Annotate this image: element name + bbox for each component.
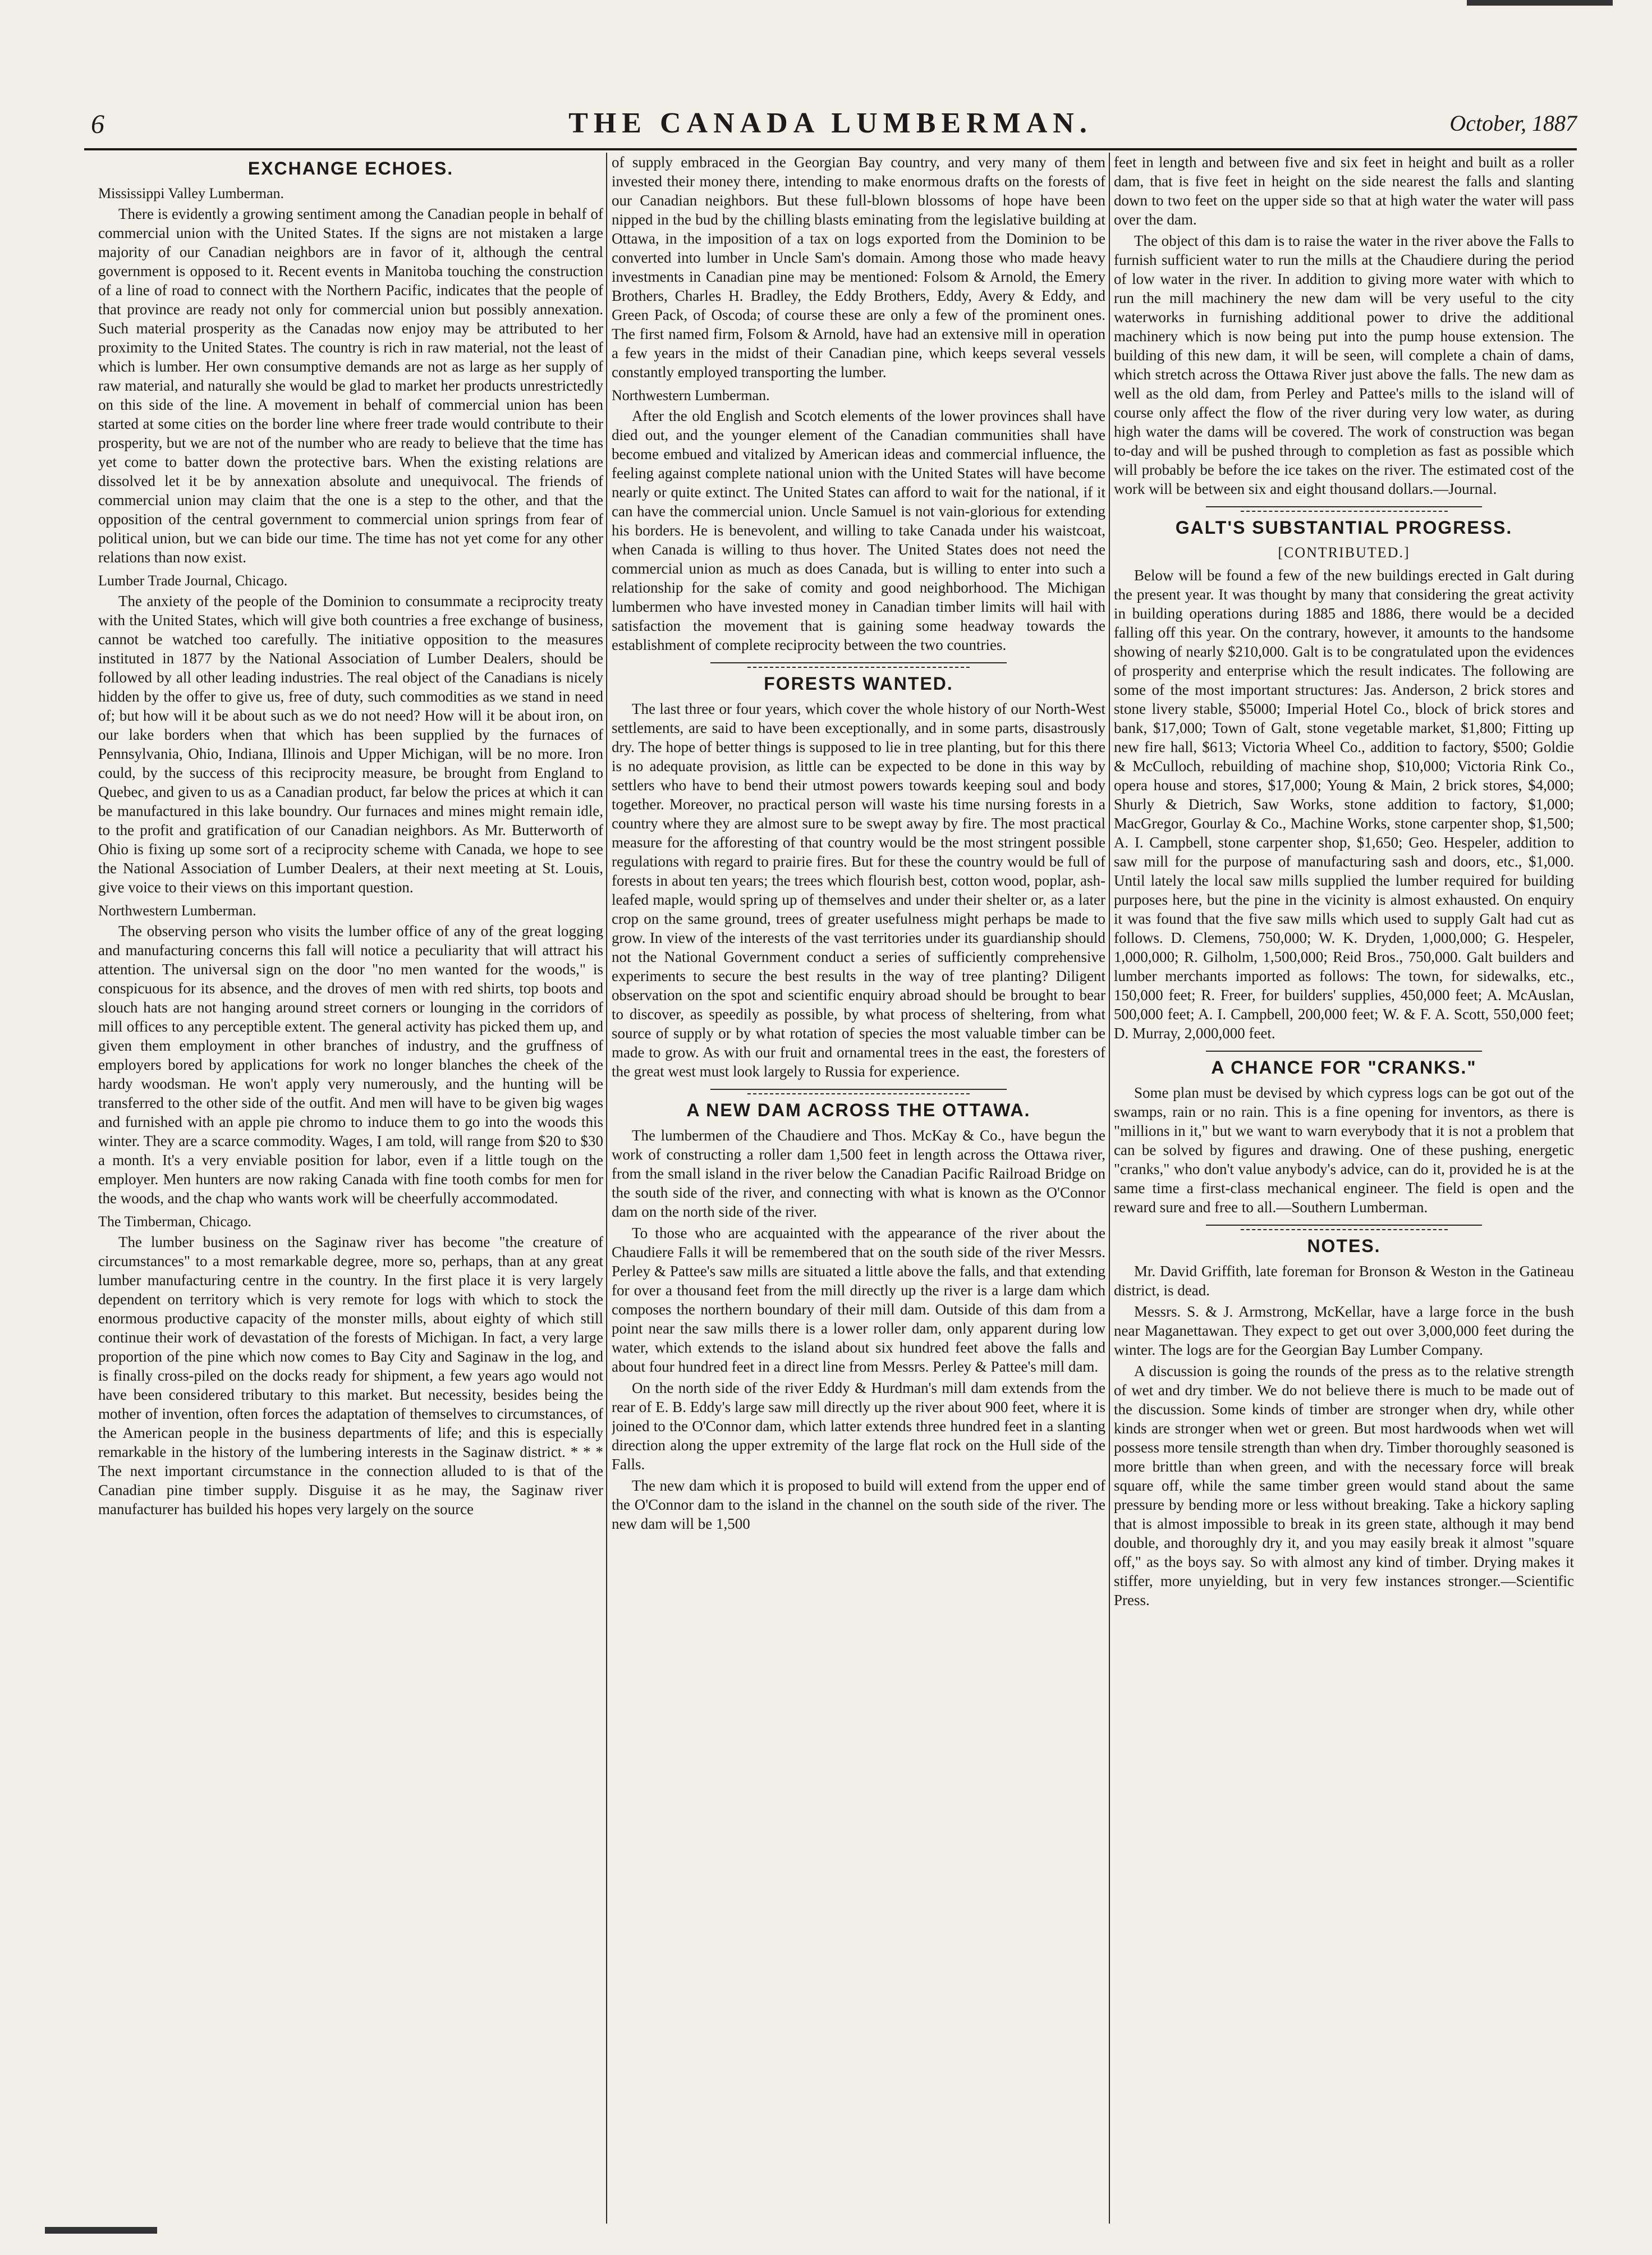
paragraph: After the old English and Scotch elements of the lower provinces shall have died out, and the younger element of the Canadian communities shall have become embued and vitalized by American ideas and commercial influence, the feeling against complete national union with the United States will have become nearly or quite extinct. The United States can afford to wait for the national, if it can have the commercial union. Uncle Samuel is not vain-glorious for extending his borders. He is benevolent, and willing to take Canada under his waistcoat, when Canada is willing to thus hover. The United States does not need the commercial union as much as does Canada, but is willing to enter into such a relationship for the sake of comity and good neighborhood. The Michigan lumbermen who have invested money in Canadian timber limits will hail with satisfaction the movement that is gaining some headway towards the establishment of complete reciprocity between the two countries. bbox=[612, 407, 1105, 653]
paragraph: The lumber business on the Saginaw river has become "the creature of circumstances" to a most remarkable degree, more so, perhaps, than at any great lumber manufacturing centre in the country. In the first place it is very largely dependent on territory which is very remote for logs with which to stock the enormous productive capacity of the monster mills, about eighty of which still continue their work of devastation of the forests of Michigan. In fact, a very large proportion of the pine which now comes to Bay City and Saginaw in the log, and is finally cross-piled on the docks ready for shipment, a few years ago would not have been considered tributary to this market. But necessity, besides being the mother of invention, often forces the adaptation of themselves to circumstances, of the American people in the business departments of life; and this is especially remarkable in the history of the lumbering interests in the Saginaw district. * * * The next important circumstance in the connection alluded to is that of the Canadian pine timber supply. Disguise it as he may, the Saginaw river manufacturer has builded his hopes very largely on the source bbox=[98, 1234, 603, 1518]
article-heading: EXCHANGE ECHOES. bbox=[247, 158, 454, 178]
source-label: Northwestern Lumberman. bbox=[98, 902, 256, 919]
column-1 bbox=[98, 153, 603, 2224]
article-heading: FORESTS WANTED. bbox=[764, 673, 953, 694]
source-label: Northwestern Lumberman. bbox=[612, 387, 770, 404]
paragraph: The observing person who visits the lumber office of any of the great logging and manufacturing concerns this fall will notice a peculiarity that will attract his attention. The universal sign on the door "no men wanted for the woods," is conspicuous for its absence, and the droves of men with red shirts, top boots and slouch hats are not hanging around street corners or lounging in the corridors of mill offices to any perceptible extent. The general activity has picked them up, and given them employment in other branches of industry, and the gruffness of employers bored by applications for work no longer blanches the cheek of the hardy woodsman. He won't apply very numerously, and the hunting will be transferred to the other side of the outfit. And men will have to be given big wages and furnished with an apple pie chromo to induce them to go into the woods this winter. They are a scarce commodity. Wages, I am told, will range from $20 to $30 a month. It's a very enviable position for labor, even if a little tough on the employer. Men hunters are now raking Canada with fine tooth combs for men for the woods, and the chap who wants work will be cheerfully accommodated. bbox=[98, 923, 603, 1207]
paragraph: Mr. David Griffith, late foreman for Bronson & Weston in the Gatineau district, is dead. bbox=[1114, 1263, 1574, 1299]
header-rule bbox=[84, 148, 1577, 150]
section-rule bbox=[1206, 1225, 1482, 1226]
section-rule bbox=[747, 1093, 970, 1094]
section-rule bbox=[747, 667, 970, 668]
section-rule bbox=[1206, 506, 1482, 507]
section-rule bbox=[1241, 511, 1448, 512]
paragraph: feet in length and between five and six feet in height and built as a roller dam, that is five feet in height on the side nearest the falls and slanting down to two feet on the upper side so that at high water the water will pass over the dam. bbox=[1114, 154, 1574, 228]
article-heading: A CHANCE FOR "CRANKS." bbox=[1211, 1057, 1477, 1078]
paragraph: On the north side of the river Eddy & Hurdman's mill dam extends from the rear of E. B. Eddy's large saw mill directly up the river about 900 feet, where it is joined to the O'Connor dam, which latter extends three hundred feet in a slanting direction along the upper extremity of the large flat rock on the Hull side of the Falls. bbox=[612, 1379, 1105, 1473]
paragraph: The lumbermen of the Chaudiere and Thos. McKay & Co., have begun the work of constructing a roller dam 1,500 feet in length across the Ottawa river, from the small island in the river below the Canadian Pacific Railroad Bridge on the south side of the river, and connecting with what is known as the O'Connor dam on the north side of the river. bbox=[612, 1127, 1105, 1220]
article-heading: A NEW DAM ACROSS THE OTTAWA. bbox=[686, 1100, 1031, 1120]
paragraph: To those who are acquainted with the appearance of the river about the Chaudiere Falls it will be remembered that on the south side of the river Messrs. Perley & Pattee's saw mills are situated a little above the falls, and that extending for over a thousand feet from the mill directly up the river is a large dam which composes the northern boundary of their mill dam. Outside of this dam from a point near the saw mills there is a lower roller dam, only apparent during low water, which extends to the island about six hundred feet above the falls and about four hundred feet in a direct line from Messrs. Perley & Pattee's mill dam. bbox=[612, 1225, 1105, 1375]
column-3 bbox=[1114, 153, 1574, 2224]
paragraph: A discussion is going the rounds of the press as to the relative strength of wet and dry timber. We do not believe there is much to be made out of the discussion. Some kinds of timber are stronger when dry, while other kinds are stronger when wet or green. But most hardwoods when wet will possess more tensile strength than when dry. Timber thoroughly seasoned is more brittle than when green, and with the necessary force will break square off, while the same timber green would stand about the same pressure by bending more or less without breaking. Take a hickory sapling that is almost impossible to break in its green state, although it may bend double, and thoroughly dry it, and you may easily break it almost "square off," as the boys say. So with almost any kind of timber. Drying makes it stiffer, more unyielding, but in very few instances stronger.—Scientific Press. bbox=[1114, 1363, 1574, 1608]
article-heading: NOTES. bbox=[1307, 1236, 1381, 1256]
paragraph: The anxiety of the people of the Dominion to consummate a reciprocity treaty with the United States, which will give both countries a free exchange of business, cannot be watched too carefully. The initiative opposition to the measures instituted in 1877 by the National Association of Lumber Dealers, should be followed by all other leading industries. The real object of the Canadians is nicely hidden by the offer to give us, free of duty, such commodities as we stand in need of; but how will it be about such as we do not need? How will it be about iron, on our lake borders when that which has been supplied by the furnaces of Pennsylvania, Ohio, Indiana, Illinois and Upper Michigan, will be no more. Iron could, by the success of this reciprocity measure, be brought from England to Quebec, and given to us as a Canadian product, far below the prices at which it can be manufactured in this lake boundry. Our furnaces and mines might remain idle, to the profit and gratification of our Canadian neighbors. As Mr. Butterworth of Ohio is fixing up some sort of a reciprocity scheme with Canada, we hope to see the National Association of Lumber Dealers, at their next meeting at St. Louis, give voice to their views on this important question. bbox=[98, 593, 603, 896]
bottom-edge-mark bbox=[45, 2227, 157, 2234]
section-rule bbox=[1241, 1229, 1448, 1230]
column-divider bbox=[606, 153, 607, 2224]
masthead: THE CANADA LUMBERMAN. bbox=[568, 107, 1093, 139]
paragraph: of supply embraced in the Georgian Bay country, and very many of them invested their money there, intending to make enormous drafts on the forests of our Canadian neighbors. But these full-blown blossoms of hope have been nipped in the bud by the chilling blasts eminating from the legislative building at Ottawa, in the imposition of a tax on logs exported from the Dominion to be converted into lumber in Uncle Sam's domain. Among those who made heavy investments in Canadian pine may be mentioned: Folsom & Arnold, the Emery Brothers, Charles H. Bradley, the Eddy Brothers, Eddy, Avery & Eddy, and Green Pack, of Oscoda; of course these are only a few of the prominent ones. The first named firm, Folsom & Arnold, have had an extensive mill in operation a few years in the midst of their Canadian pine, which keeps several vessels constantly employed transporting the lumber. bbox=[612, 154, 1105, 381]
source-label: Lumber Trade Journal, Chicago. bbox=[98, 572, 288, 589]
section-rule bbox=[1206, 1051, 1482, 1052]
column-2 bbox=[612, 153, 1105, 2224]
column-divider bbox=[1109, 153, 1110, 2224]
paragraph: There is evidently a growing sentiment among the Canadian people in behalf of commercial union with the United States. If the signs are not mistaken a large majority of our Canadian neighbors are in favor of it, although the central government is opposed to it. Recent events in Manitoba touching the construction of a line of road to connect with the Northern Pacific, indicates that the people of that province are ready not only for commercial union but possibly annexation. Such material prosperity as the Canadas now enjoy may be attributed to her proximity to the United States. The country is rich in raw material, not the least of which is lumber. Her own consumptive demands are not as large as her supply of raw material, and naturally she would be glad to market her products unrestrictedly on this side of the line. A movement in behalf of commercial union has been started at some cities on the border line where freer trade would contribute to their prosperity, but we are not of the number who are ready to believe that the time has yet come to batter down the protective bars. When the existing relations are dissolved let it be by annexation absolute and unequivocal. The friends of commercial union may claim that the one is a step to the other, and that the opposition of the central government to commercial union springs from fear of political union, but we can bide our time. The time has not yet come for any other relations than now exist. bbox=[98, 205, 603, 566]
paragraph: The new dam which it is proposed to build will extend from the upper end of the O'Connor dam to the island in the channel on the south side of the river. The new dam will be 1,500 bbox=[612, 1477, 1105, 1532]
byline: [CONTRIBUTED.] bbox=[1278, 544, 1410, 561]
article-heading: GALT'S SUBSTANTIAL PROGRESS. bbox=[1175, 517, 1513, 538]
paragraph: Some plan must be devised by which cypress logs can be got out of the swamps, rain or no rain. This is a fine opening for inventors, as there is "millions in it," but we want to warn everybody that it is not a problem that can be solved by figures and drawing. One of these pushing, energetic "cranks," who don't value anybody's advice, can do it, provided he is at the same time a first-class mechanical engineer. The field is open and the reward sure and free to all.—Southern Lumberman. bbox=[1114, 1084, 1574, 1216]
page-header bbox=[84, 107, 1577, 140]
source-label: The Timberman, Chicago. bbox=[98, 1213, 251, 1230]
paragraph: The last three or four years, which cover the whole history of our North-West settlements, are said to have been exceptionally, and in some parts, disastrously dry. The hope of better things is supposed to lie in tree planting, but for this there is no adequate provision, as little can be expected to be done in this way by settlers who have to bend their utmost powers towards keeping soul and body together. Moreover, no practical person will waste his time nursing forests in a country where they are almost sure to be swept away by fire. The most practical measure for the afforesting of that country would be the most stringent possible regulations with regard to prairie fires. But for these the country would be full of forests in about ten years; the trees which flourish best, cotton wood, poplar, ash-leafed maple, would spring up of themselves and under their shelter or, as a later crop on the same ground, trees of greater usefulness might perhaps be made to grow. In view of the interests of the vast territories under its guardianship should not the National Government conduct a series of sufficiently comprehensive experiments to secure the best results in the way of tree planting? Diligent observation on the spot and scientific enquiry abroad should be brought to bear to discover, as speedily as possible, by what process of sheltering, from what source of supply or by what rotation of species the most valuable timber can be made to grow. As with our fruit and ornamental trees in the east, the foresters of the great west must look largely to Russia for experience. bbox=[612, 700, 1105, 1080]
issue-date: October, 1887 bbox=[1449, 111, 1577, 136]
section-rule bbox=[710, 1089, 1007, 1090]
paragraph: The object of this dam is to raise the water in the river above the Falls to furnish sufficient water to run the mills at the Chaudiere during the period of low water in the river. In addition to giving more water with which to run the mill machinery the new dam will be very useful to the city waterworks in furnishing additional power to drive the additional machinery which is now being put into the pump house extension. The building of this new dam, it will be seen, will complete a chain of dams, which stretch across the Ottawa River just above the falls. The new dam as well as the old dam, from Perley and Pattee's mills to the island will of course only affect the flow of the river during very low water, as during high water the dams will be covered. The work of construction was began to-day and will be pushed through to completion as fast as possible which will probably be before the ice takes on the river. The estimated cost of the work will be between six and eight thousand dollars.—Journal. bbox=[1114, 232, 1574, 497]
section-rule bbox=[710, 662, 1007, 663]
top-edge-mark bbox=[1467, 0, 1613, 6]
paragraph: Messrs. S. & J. Armstrong, McKellar, have a large force in the bush near Maganettawan. They expect to get out over 3,000,000 feet during the winter. The logs are for the Georgian Bay Lumber Company. bbox=[1114, 1303, 1574, 1358]
source-label: Mississippi Valley Lumberman. bbox=[98, 185, 284, 201]
paragraph: Below will be found a few of the new buildings erected in Galt during the present year. It was thought by many that considering the great activity in building operations during 1885 and 1886, there would be a decided falling off this year. On the contrary, however, it amounts to the handsome showing of nearly $210,000. Galt is to be congratulated upon the evidences of prosperity and enterprise which the result indicates. The following are some of the most important structures: Jas. Anderson, 2 brick stores and stone livery stable, $5000; Imperial Hotel Co., block of brick stores and bank, $17,000; Town of Galt, stone vegetable market, $1,800; Fitting up new fire hall, $613; Victoria Wheel Co., addition to factory, $500; Goldie & McCulloch, rebuilding of machine shop, $10,000; Victoria Rink Co., opera house and stores, $17,000; Young & Main, 2 brick stores, $4,000; Shurly & Dietrich, Saw Works, stone addition to factory, $1,000; MacGregor, Gourlay & Co., Machine Works, stone carpenter shop, $1,500; A. I. Campbell, stone carpenter shop, $1,650; Geo. Hespeler, addition to saw mill for the purpose of manufacturing sash and doors, etc., $1,000. Until lately the local saw mills supplied the lumber required for building purposes here, but the pine in the vicinity is almost exhausted. On enquiry it was found that the five saw mills which used to supply Galt had cut as follows. D. Clemens, 750,000; W. K. Dryden, 1,000,000; G. Hespeler, 1,000,000; R. Gilholm, 1,500,000; Reid Bros., 750,000. Galt builders and lumber merchants imported as follows: The town, for sidewalks, etc., 150,000 feet; R. Freer, for builders' supplies, 450,000 feet; A. McAuslan, 500,000 feet; A. I. Campbell, 200,000 feet; W. & F. A. Scott, 550,000 feet; D. Murray, 2,000,000 feet. bbox=[1114, 567, 1574, 1042]
page-number: 6 bbox=[91, 109, 104, 139]
